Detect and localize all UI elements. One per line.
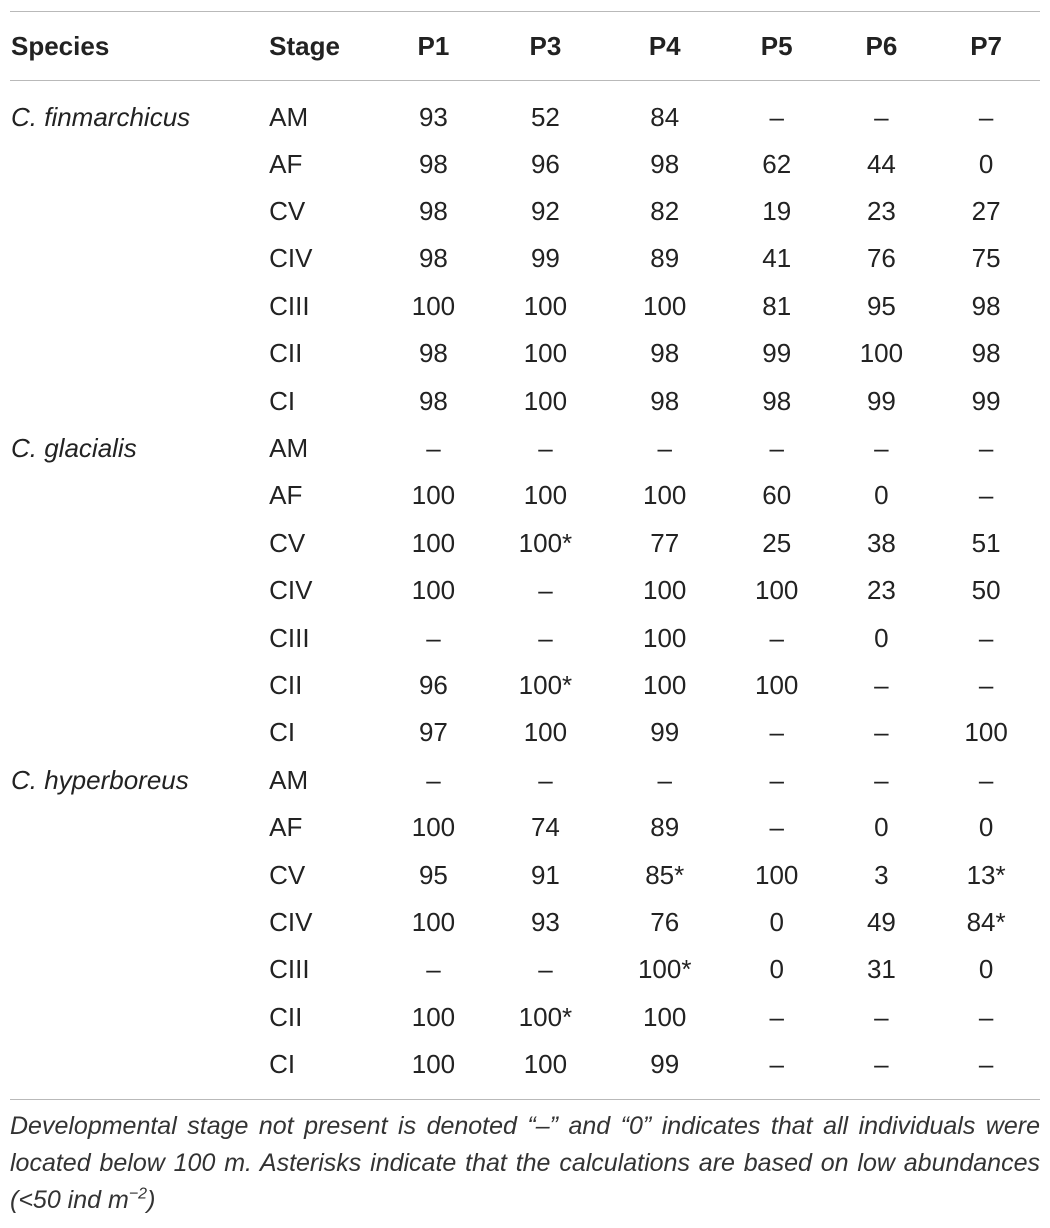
table-row — [0, 946, 1050, 993]
stage-cell: CIV — [269, 243, 313, 274]
value-cell: 100* — [518, 527, 573, 558]
value-cell: 38 — [866, 527, 896, 558]
value-cell: 100 — [643, 480, 687, 511]
value-cell: 84* — [966, 906, 1006, 937]
value-cell: 50 — [971, 575, 1001, 606]
value-cell: 100 — [411, 480, 456, 511]
value-cell: 100 — [523, 385, 568, 416]
value-cell: 100 — [523, 480, 568, 511]
stage-cell: CV — [269, 527, 306, 558]
species-cell — [0, 614, 269, 661]
table-top-rule — [10, 11, 1040, 12]
table-row — [0, 235, 1050, 282]
species-cell — [0, 567, 269, 614]
value-cell: 100 — [411, 812, 456, 843]
value-cell: 100* — [518, 669, 573, 700]
value-cell: 23 — [866, 196, 896, 227]
table-row — [0, 661, 1050, 708]
stage-cell: CIII — [269, 954, 310, 985]
value-cell: 100 — [523, 290, 568, 321]
stage-cell: AF — [269, 148, 303, 179]
species-cell — [0, 709, 269, 756]
table-footnote — [10, 1108, 1040, 1219]
species-cell — [0, 519, 269, 566]
value-cell: 51 — [971, 527, 1001, 558]
table-row — [0, 1040, 1050, 1087]
table-row — [0, 851, 1050, 898]
footnote-suffix: ) — [147, 1186, 156, 1214]
table-row — [0, 282, 1050, 329]
header-species: Species — [11, 31, 110, 61]
value-cell: – — [426, 433, 441, 464]
value-cell: 93 — [418, 102, 448, 132]
table-row — [0, 898, 1050, 945]
stage-cell: AM — [269, 102, 309, 132]
header-p3: P3 — [529, 31, 562, 61]
value-cell: 98 — [418, 148, 448, 179]
species-cell — [0, 377, 269, 424]
value-cell: 27 — [971, 196, 1001, 227]
value-cell: 0 — [978, 812, 994, 843]
value-cell: 52 — [530, 102, 560, 132]
value-cell: 0 — [874, 480, 889, 511]
species-cell — [0, 330, 269, 377]
species-cell — [0, 235, 269, 282]
value-cell: 0 — [769, 954, 784, 985]
stage-cell: CIV — [269, 575, 313, 606]
value-cell: 100 — [964, 717, 1008, 748]
stage-cell: CIII — [269, 622, 310, 653]
value-cell: 100 — [643, 622, 687, 653]
table-row — [0, 140, 1050, 187]
value-cell: 85* — [645, 859, 685, 890]
species-cell — [0, 803, 269, 850]
value-cell: – — [978, 622, 994, 653]
table-row — [0, 472, 1050, 519]
value-cell: 81 — [762, 290, 792, 321]
header-stage: Stage — [269, 31, 340, 61]
header-p5: P5 — [760, 31, 793, 61]
value-cell: 0 — [769, 906, 784, 937]
value-cell: 100 — [523, 717, 568, 748]
stage-cell: CI — [269, 1049, 296, 1080]
table-row — [0, 567, 1050, 614]
value-cell: 100 — [411, 575, 456, 606]
value-cell: 31 — [866, 954, 896, 985]
value-cell: 100 — [643, 669, 687, 700]
value-cell: 98 — [418, 385, 448, 416]
value-cell: 100* — [637, 954, 692, 985]
value-cell: – — [769, 102, 784, 132]
species-cell — [0, 661, 269, 708]
value-cell: 100 — [643, 575, 687, 606]
value-cell: 100 — [755, 575, 799, 606]
value-cell: – — [769, 1001, 784, 1032]
species-cell — [0, 187, 269, 234]
value-cell: 91 — [530, 859, 560, 890]
value-cell: 100 — [755, 669, 799, 700]
table-row — [0, 519, 1050, 566]
table-row — [0, 756, 1050, 803]
value-cell: 44 — [866, 148, 896, 179]
value-cell: 100 — [523, 1049, 568, 1080]
value-cell: 25 — [762, 527, 792, 558]
value-cell: 0 — [874, 812, 889, 843]
value-cell: 0 — [874, 622, 889, 653]
value-cell: – — [874, 669, 889, 700]
value-cell: – — [657, 764, 672, 795]
value-cell: – — [769, 812, 784, 843]
value-cell: 100 — [643, 290, 687, 321]
value-cell: 100 — [411, 290, 456, 321]
table-row — [0, 709, 1050, 756]
value-cell: 0 — [978, 954, 994, 985]
value-cell: 99 — [762, 338, 792, 369]
value-cell: 98 — [650, 338, 680, 369]
value-cell: 98 — [650, 148, 680, 179]
value-cell: – — [978, 764, 994, 795]
stage-cell: CII — [269, 338, 303, 369]
value-cell: 41 — [762, 243, 792, 274]
value-cell: 99 — [650, 717, 680, 748]
value-cell: 77 — [650, 527, 680, 558]
value-cell: – — [874, 433, 889, 464]
stage-cell: CI — [269, 717, 296, 748]
table-row — [0, 330, 1050, 377]
value-cell: – — [978, 102, 994, 132]
value-cell: 76 — [866, 243, 896, 274]
value-cell: 100 — [411, 906, 456, 937]
value-cell: 99 — [530, 243, 560, 274]
footnote-text: Developmental stage not present is denoted “–” and “0” indicates that all individuals were located below 100 m. Asterisks indicate that the calculations are based on low abundances (<50 ind m — [10, 1112, 1040, 1214]
table-row — [0, 424, 1050, 471]
value-cell: 100 — [523, 338, 568, 369]
table-row — [0, 803, 1050, 850]
stage-cell: AF — [269, 480, 303, 511]
header-p4: P4 — [648, 31, 681, 61]
value-cell: – — [538, 575, 553, 606]
value-cell: 13* — [966, 859, 1006, 890]
species-cell — [0, 1040, 269, 1087]
value-cell: 100 — [859, 338, 904, 369]
value-cell: 97 — [418, 717, 448, 748]
data-table — [0, 22, 1050, 1088]
value-cell: 100 — [411, 527, 456, 558]
value-cell: 100* — [518, 1001, 573, 1032]
species-cell — [0, 993, 269, 1040]
value-cell: – — [874, 102, 889, 132]
value-cell: 19 — [762, 196, 792, 227]
stage-cell: CIV — [269, 906, 313, 937]
value-cell: 99 — [971, 385, 1001, 416]
species-cell: C. finmarchicus — [11, 102, 191, 132]
value-cell: – — [978, 1049, 994, 1080]
stage-cell: CV — [269, 196, 306, 227]
value-cell: 0 — [978, 148, 994, 179]
value-cell: 89 — [650, 812, 680, 843]
value-cell: 95 — [866, 290, 896, 321]
value-cell: – — [874, 1049, 889, 1080]
stage-cell: CIII — [269, 290, 310, 321]
table-row — [0, 614, 1050, 661]
value-cell: – — [978, 669, 994, 700]
value-cell: – — [874, 1001, 889, 1032]
value-cell: – — [978, 433, 994, 464]
value-cell: – — [538, 764, 553, 795]
value-cell: 99 — [650, 1049, 680, 1080]
value-cell: – — [426, 622, 441, 653]
value-cell: 49 — [866, 906, 896, 937]
value-cell: – — [538, 433, 553, 464]
value-cell: – — [769, 433, 784, 464]
value-cell: – — [538, 954, 553, 985]
value-cell: – — [978, 480, 994, 511]
species-cell — [0, 851, 269, 898]
table-row — [0, 377, 1050, 424]
value-cell: 82 — [650, 196, 680, 227]
value-cell: 100 — [643, 1001, 687, 1032]
footnote-superscript: −2 — [128, 1185, 148, 1203]
value-cell: 100 — [411, 1049, 456, 1080]
value-cell: 93 — [530, 906, 560, 937]
table-row — [0, 993, 1050, 1040]
table-row — [0, 187, 1050, 234]
header-p7: P7 — [970, 31, 1003, 61]
value-cell: 62 — [762, 148, 792, 179]
value-cell: – — [769, 622, 784, 653]
value-cell: 75 — [971, 243, 1001, 274]
value-cell: 95 — [418, 859, 448, 890]
value-cell: 98 — [418, 243, 448, 274]
value-cell: 100 — [411, 1001, 456, 1032]
value-cell: – — [769, 764, 784, 795]
stage-cell: AF — [269, 812, 303, 843]
value-cell: 84 — [650, 102, 680, 132]
value-cell: 92 — [530, 196, 560, 227]
stage-cell: CI — [269, 385, 296, 416]
value-cell: 74 — [530, 812, 560, 843]
value-cell: – — [769, 1049, 784, 1080]
value-cell: – — [538, 622, 553, 653]
species-cell — [0, 946, 269, 993]
value-cell: 76 — [650, 906, 680, 937]
value-cell: 98 — [971, 338, 1001, 369]
value-cell: 98 — [762, 385, 792, 416]
header-p6: P6 — [865, 31, 898, 61]
value-cell: 89 — [650, 243, 680, 274]
species-cell — [0, 898, 269, 945]
value-cell: – — [874, 717, 889, 748]
value-cell: 98 — [418, 338, 448, 369]
stage-cell: AM — [269, 764, 309, 795]
header-p1: P1 — [417, 31, 450, 61]
value-cell: – — [874, 764, 889, 795]
species-cell — [0, 140, 269, 187]
value-cell: 99 — [866, 385, 896, 416]
table-row — [0, 70, 1050, 140]
value-cell: 98 — [418, 196, 448, 227]
value-cell: 96 — [530, 148, 560, 179]
header-row — [0, 22, 1050, 70]
stage-cell: CII — [269, 1001, 303, 1032]
species-cell — [0, 282, 269, 329]
value-cell: 100 — [755, 859, 799, 890]
value-cell: – — [426, 764, 441, 795]
stage-cell: CII — [269, 669, 303, 700]
value-cell: – — [769, 717, 784, 748]
species-cell — [0, 472, 269, 519]
value-cell: 96 — [418, 669, 448, 700]
value-cell: 3 — [874, 859, 889, 890]
stage-cell: CV — [269, 859, 306, 890]
value-cell: – — [657, 433, 672, 464]
stage-cell: AM — [269, 433, 309, 464]
table-bottom-rule — [10, 1099, 1040, 1100]
value-cell: 98 — [650, 385, 680, 416]
species-cell: C. hyperboreus — [11, 764, 189, 795]
value-cell: – — [426, 954, 441, 985]
species-cell: C. glacialis — [11, 433, 137, 464]
value-cell: 98 — [971, 290, 1001, 321]
value-cell: 60 — [762, 480, 792, 511]
value-cell: – — [978, 1001, 994, 1032]
value-cell: 23 — [866, 575, 896, 606]
